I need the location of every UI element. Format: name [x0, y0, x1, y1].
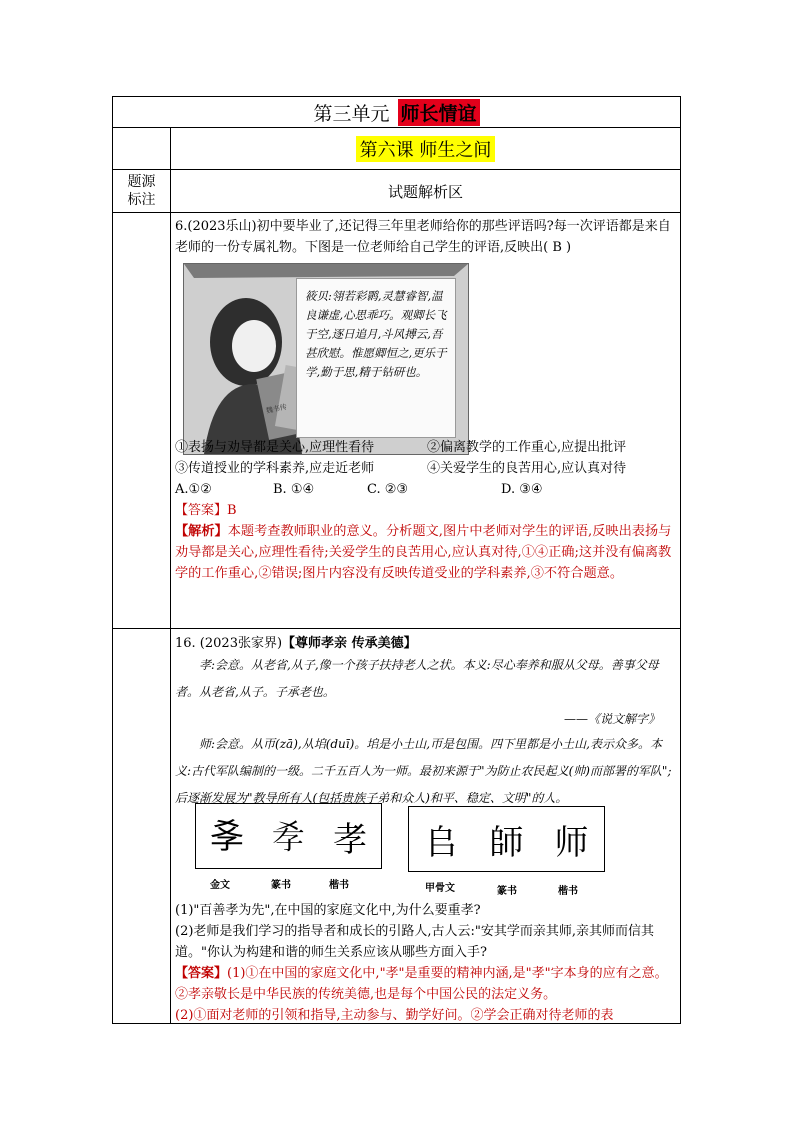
q6-stem: 6.(2023乐山)初中要毕业了,还记得三年里老师给你的那些评语吗?每一次评语都是来自老师的一份专属礼物。下图是一位老师给自己学生的评语,反映出( B )	[175, 219, 671, 255]
lesson-title: 第六课 师生之间	[356, 136, 496, 162]
q16-answer-2: (2)①面对老师的引领和指导,主动参与、勤学好问。②学会正确对待老师的表	[175, 1008, 614, 1023]
xiao-jinwen-glyph: 𡥈	[209, 816, 244, 857]
q16-source: ——《说文解字》	[563, 712, 660, 726]
q16-subquestions	[175, 900, 674, 1026]
unit-title-row	[113, 97, 680, 128]
q6-analysis: 本题考查教师职业的意义。分析题文,图片中老师对学生的评语,反映出表扬与劝导都是关心,应理性看待;关爱学生的良苦用心,应认真对待,①④正确;这并没有偏离教学的工作重心,②错误;图片内容没有反映传道受业的学科素养,③不符合题意。	[175, 524, 672, 581]
shi-kaishu-glyph: 师	[554, 822, 589, 863]
xiao-kaishu-glyph: 孝	[333, 819, 368, 860]
q6-option-1: ①表扬与劝导都是关心,应理性看待	[175, 440, 375, 455]
q16-stem-number: 16. (2023张家界)	[175, 636, 283, 651]
q16-stem	[175, 633, 674, 654]
q6-choice-b: B. ①④	[273, 482, 315, 497]
q16-answer-1: (1)①在中国的家庭文化中,"孝"是重要的精神内涵,是"孝"字本身的应有之意。②孝亲敬长是中华民族的传统美德,也是每个中国公民的法定义务。	[175, 966, 668, 1002]
q6-choice-d: D. ③④	[501, 482, 543, 497]
q16-xiao-text: 孝:会意。从老省,从子,像一个孩子扶持老人之状。本义:尽心奉养和服从父母。善事父母者。从老省,从子。子承老也。	[175, 658, 659, 699]
shi-jiaguwen-glyph: 𠂤	[424, 822, 459, 863]
lesson-row	[113, 128, 680, 170]
q6-comment-text: 筱贝:翎若彩鹮,灵慧睿智,温良谦虚,心思乖巧。观卿长飞于空,逐日追月,斗风搏云,吾甚欣慰。惟愿卿恒之,更乐于学,勤于思,精于钻研也。	[305, 289, 447, 379]
shi-glyph-box	[408, 806, 605, 872]
xiao-caption-jinwen: 金文	[210, 880, 230, 891]
q16-sub1: (1)"百善孝为先",在中国的家庭文化中,为什么要重孝?	[175, 903, 481, 918]
q6-option-4: ④关爱学生的良苦用心,应认真对待	[427, 461, 627, 476]
column-header-row	[113, 170, 680, 213]
q16-sub2: (2)老师是我们学习的指导者和成长的引路人,古人云:"安其学而亲其师,亲其师而信其道。"你认为构建和谐的师生关系应该从哪些方面入手?	[175, 924, 655, 960]
column-divider	[170, 128, 171, 1023]
xiao-caption-kaishu: 楷书	[329, 880, 349, 891]
q16-stem-title: 【尊师孝亲 传承美德】	[282, 636, 417, 651]
xiao-caption-zhuanshu: 篆书	[271, 880, 291, 891]
q6-option-3: ③传道授业的学科素养,应走近老师	[175, 461, 375, 476]
worksheet-table	[112, 96, 681, 1024]
q6-choice-a: A.①②	[175, 482, 212, 497]
unit-title: 第三单元	[313, 102, 390, 125]
shi-caption-jiaguwen: 甲骨文	[425, 883, 455, 894]
q6-option-2: ②偏离教学的工作重心,应提出批评	[427, 440, 627, 455]
q6-answer: 【答案】B	[175, 503, 237, 518]
q6-comment-card	[296, 278, 456, 438]
q16-answer-label: 【答案】	[175, 966, 228, 981]
shi-zhuanshu-glyph: 師	[489, 822, 524, 863]
shi-caption-kaishu: 楷书	[558, 886, 578, 897]
q6-analysis-label: 【解析】	[175, 524, 228, 539]
unit-highlight: 师长情谊	[398, 99, 480, 126]
q6-book-label: 魏书传	[265, 402, 288, 416]
analysis-column-header: 试题解析区	[387, 182, 463, 201]
q6-options	[175, 437, 674, 584]
q6-illustration	[183, 263, 469, 455]
source-column-header: 题源 标注	[127, 174, 156, 208]
xiao-glyph-box	[195, 803, 382, 869]
shi-caption-zhuanshu: 篆书	[497, 886, 517, 897]
q6-choice-c: C. ②③	[367, 482, 409, 497]
xiao-zhuanshu-glyph: 𡥉	[271, 817, 306, 858]
q16-shi-text: 师:会意。从帀(zā),从垖(duī)。垖是小土山,帀是包围。四下里都是小土山,表示众多。本义:古代军队编制的一级。二千五百人为一师。最初来源于"为防止农民起义(帅)而部署的军队";后逐渐发展为"教导所有人(包括贵族子弟和众人)和平、稳定、文明"的人。	[175, 737, 672, 805]
